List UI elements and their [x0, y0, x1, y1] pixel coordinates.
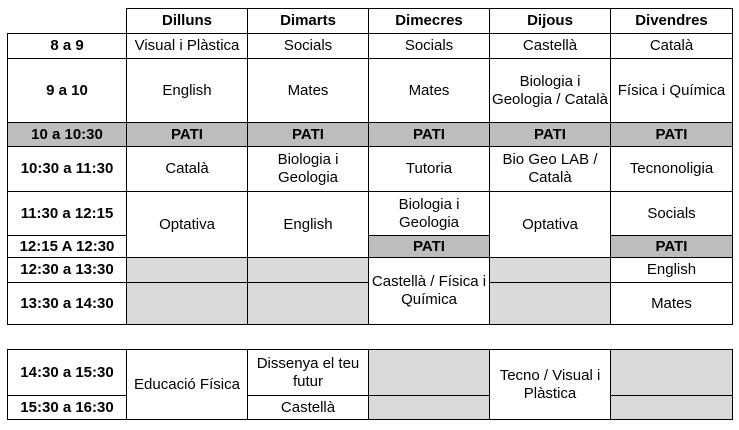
time-label: 8 a 9 [8, 34, 127, 59]
time-label: 12:30 a 13:30 [8, 258, 127, 283]
time-label: 12:15 A 12:30 [8, 236, 127, 258]
subject-cell: Castellà / Física i Química [369, 258, 490, 325]
empty-cell [611, 350, 733, 396]
subject-cell: Mates [369, 59, 490, 123]
day-header-divendres: Divendres [611, 9, 733, 34]
day-header-dilluns: Dilluns [127, 9, 248, 34]
empty-cell [127, 258, 248, 283]
subject-cell: Tutoria [369, 147, 490, 192]
table-row [8, 123, 733, 147]
empty-cell [611, 396, 733, 420]
subject-cell: English [127, 59, 248, 123]
table-row [8, 147, 733, 192]
subject-cell: Biologia i Geologia [369, 192, 490, 236]
weekly-timetable [7, 8, 733, 420]
day-header-dijous: Dijous [490, 9, 611, 34]
break-cell: PATI [369, 236, 490, 258]
break-cell: PATI [127, 123, 248, 147]
subject-cell: Tecnonoligia [611, 147, 733, 192]
table-row [8, 236, 733, 258]
empty-cell [369, 350, 490, 396]
subject-cell: Optativa [127, 192, 248, 258]
empty-cell [248, 258, 369, 283]
subject-cell: Castellà [490, 34, 611, 59]
time-label: 11:30 a 12:15 [8, 192, 127, 236]
empty-cell [369, 396, 490, 420]
time-label: 9 a 10 [8, 59, 127, 123]
corner-cell [8, 9, 127, 34]
subject-cell: Català [127, 147, 248, 192]
break-cell: PATI [490, 123, 611, 147]
subject-cell: Biologia i Geologia [248, 147, 369, 192]
subject-cell: English [248, 192, 369, 258]
subject-cell: Català [611, 34, 733, 59]
subject-cell: Castellà [248, 396, 369, 420]
table-row [8, 396, 733, 420]
table-row [8, 258, 733, 283]
time-label: 13:30 a 14:30 [8, 283, 127, 325]
break-cell: PATI [611, 236, 733, 258]
spacer-cell [8, 325, 733, 350]
timetable-container [7, 8, 733, 420]
table-row [8, 59, 733, 123]
empty-cell [490, 258, 611, 283]
break-cell: PATI [248, 123, 369, 147]
empty-cell [490, 283, 611, 325]
subject-cell: English [611, 258, 733, 283]
subject-cell: Mates [611, 283, 733, 325]
time-label: 14:30 a 15:30 [8, 350, 127, 396]
header-row [8, 9, 733, 34]
subject-cell: Biologia i Geologia / Català [490, 59, 611, 123]
time-label: 10 a 10:30 [8, 123, 127, 147]
day-header-dimarts: Dimarts [248, 9, 369, 34]
break-cell: PATI [611, 123, 733, 147]
empty-cell [248, 283, 369, 325]
spacer-row [8, 325, 733, 350]
break-cell: PATI [369, 123, 490, 147]
table-row [8, 350, 733, 396]
subject-cell: Mates [248, 59, 369, 123]
subject-cell: Dissenya el teu futur [248, 350, 369, 396]
subject-cell: Socials [369, 34, 490, 59]
subject-cell: Optativa [490, 192, 611, 258]
table-row [8, 34, 733, 59]
subject-cell: Bio Geo LAB / Català [490, 147, 611, 192]
subject-cell: Socials [248, 34, 369, 59]
empty-cell [127, 283, 248, 325]
time-label: 15:30 a 16:30 [8, 396, 127, 420]
day-header-dimecres: Dimecres [369, 9, 490, 34]
subject-cell: Física i Química [611, 59, 733, 123]
subject-cell: Socials [611, 192, 733, 236]
table-row [8, 192, 733, 236]
subject-cell: Visual i Plàstica [127, 34, 248, 59]
subject-cell: Educació Física [127, 350, 248, 420]
time-label: 10:30 a 11:30 [8, 147, 127, 192]
subject-cell: Tecno / Visual i Plàstica [490, 350, 611, 420]
